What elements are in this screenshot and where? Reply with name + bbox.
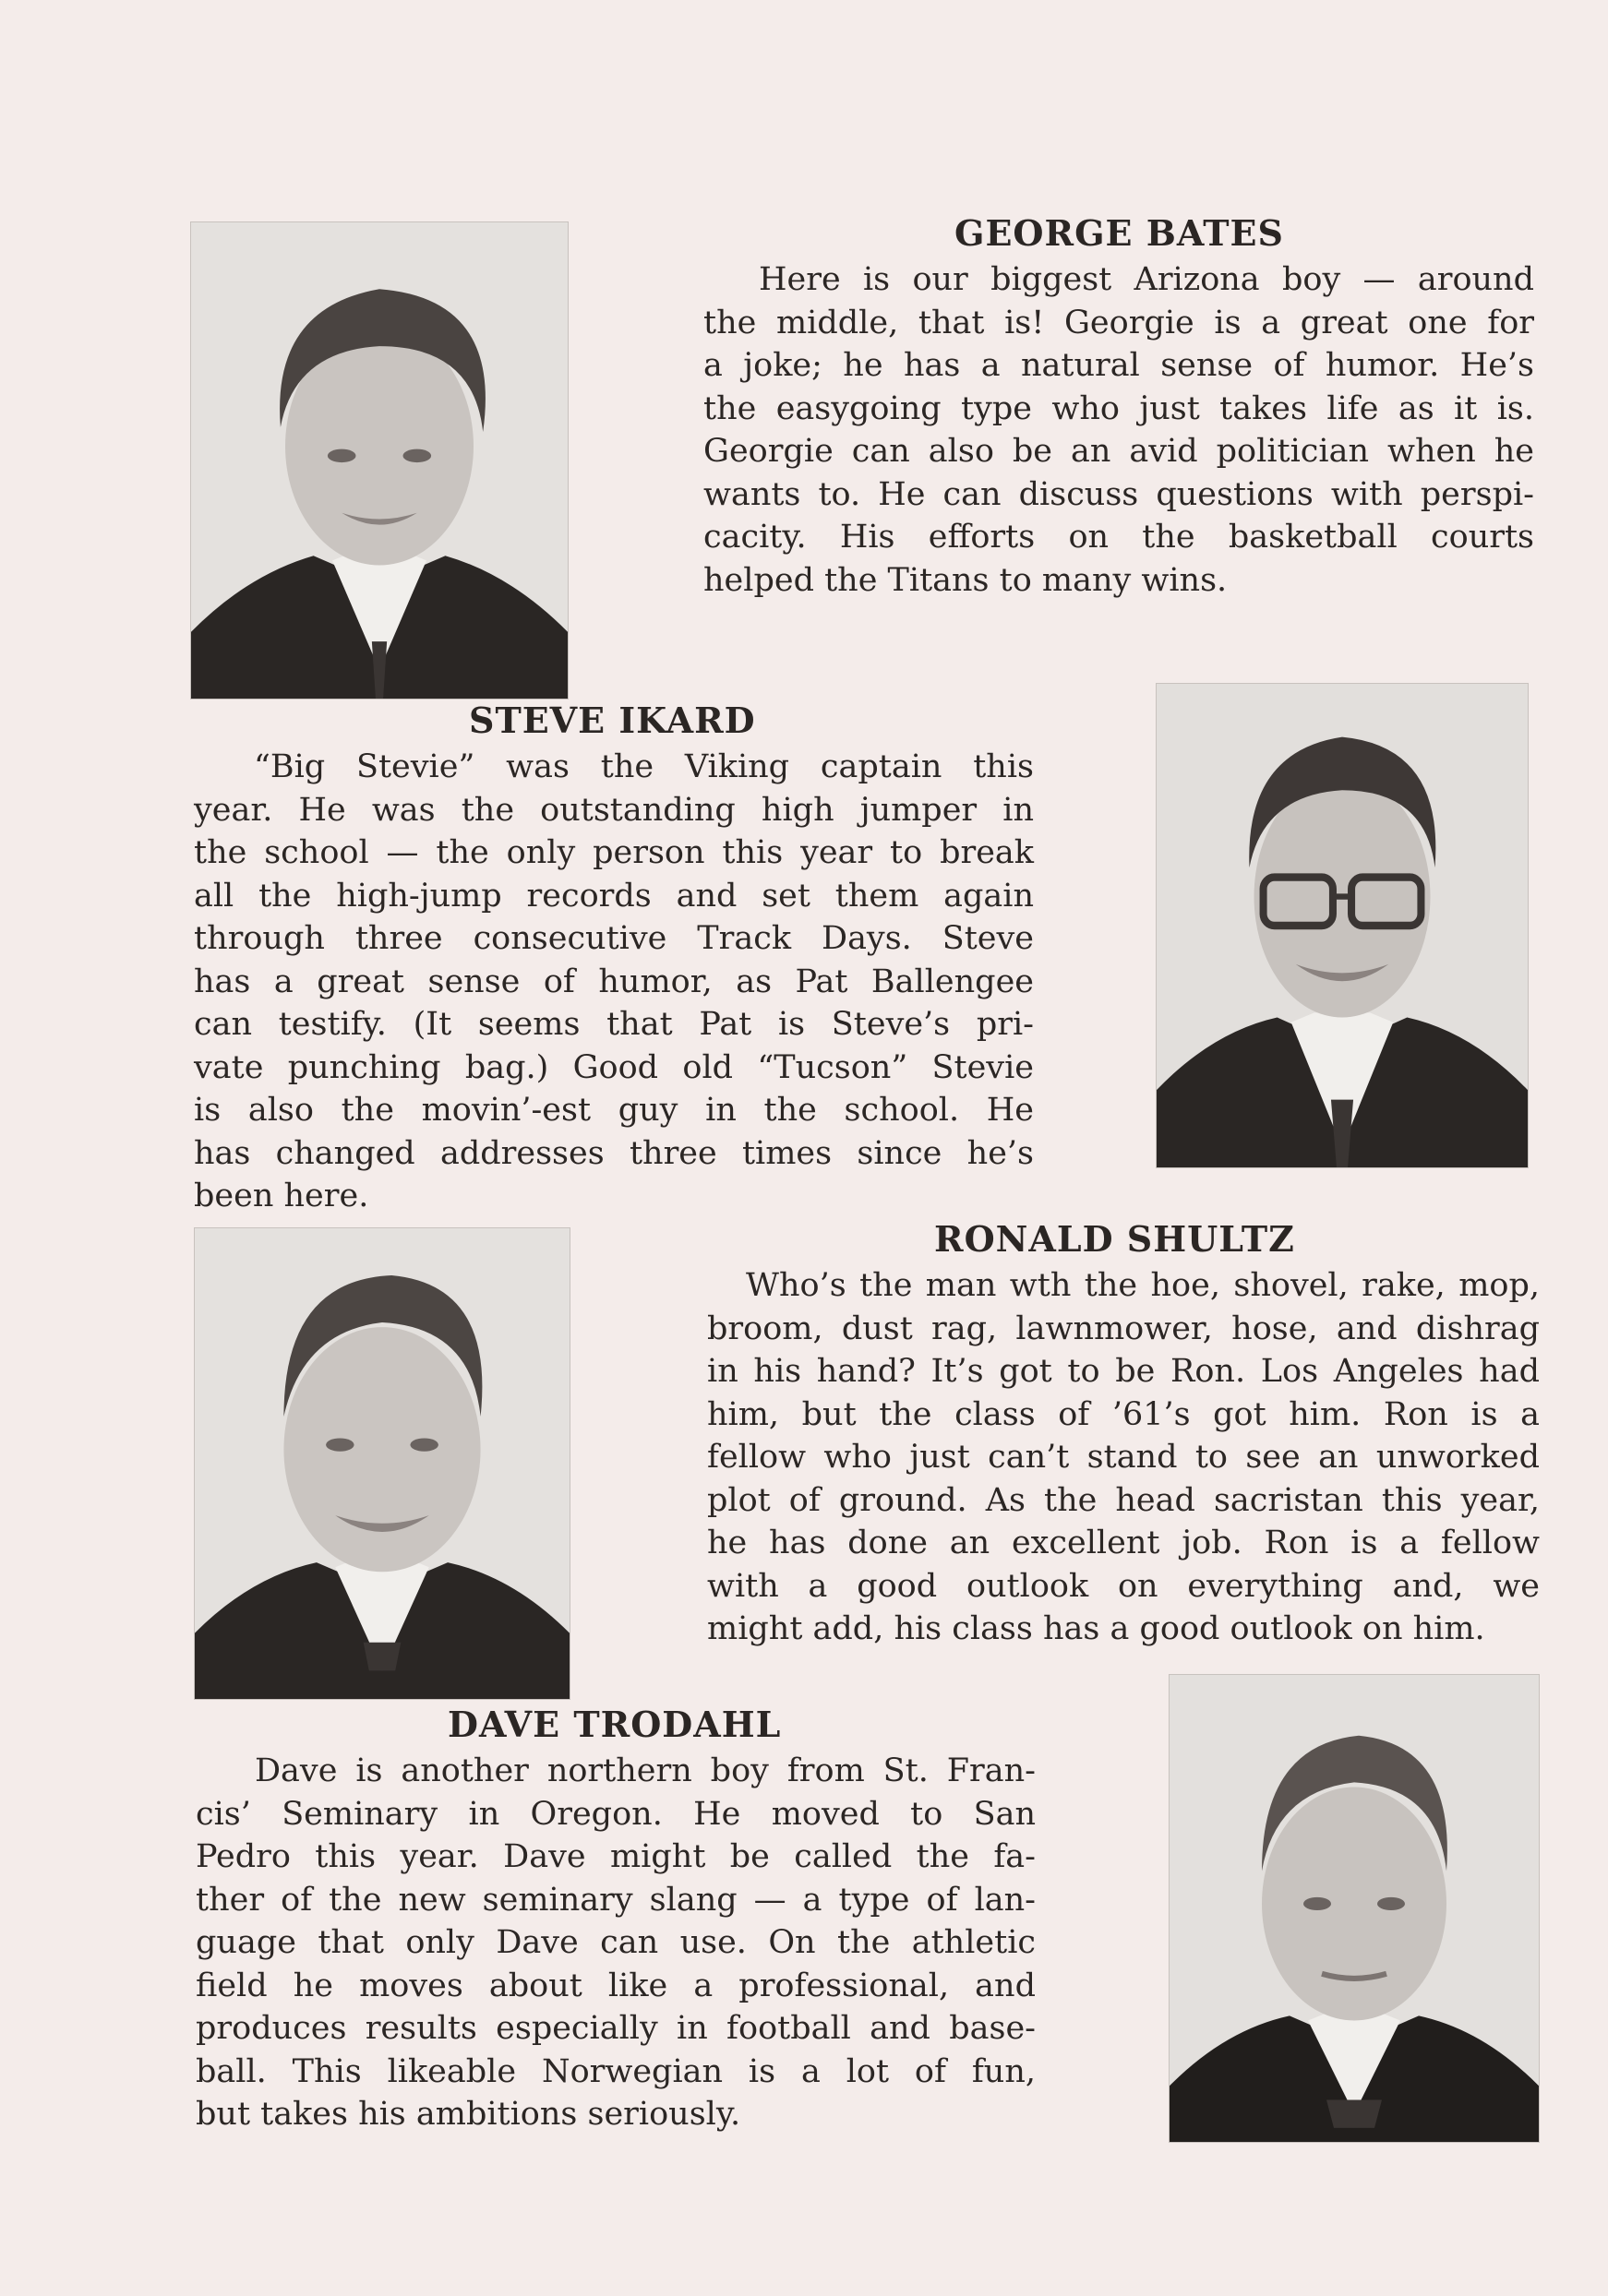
bio-line: “Big Stevie” was the Viking captain this [254, 748, 1034, 785]
bio-line: Here is our biggest Arizona boy — around [759, 261, 1534, 298]
bio-line: ball. This likeable Norwegian is a lot of fun, [196, 2052, 1036, 2090]
student-name: DAVE TRODAHL [448, 1704, 782, 1745]
student-name: RONALD SHULTZ [934, 1218, 1295, 1260]
student-name: STEVE IKARD [469, 700, 756, 741]
bio-line: with a good outlook on everything and, we [707, 1567, 1540, 1605]
bio-line: he has done an excellent job. Ron is a fellow [707, 1525, 1540, 1561]
student-name: GEORGE BATES [954, 212, 1284, 254]
bio-line: in his hand? It’s got to be Ron. Los Angeles had [707, 1353, 1540, 1390]
bio-line: helped the Titans to many wins. [703, 561, 1228, 599]
bio-line: been here. [194, 1178, 369, 1214]
student-bio [194, 746, 1034, 1218]
bio-line: all the high-jump records and set them again [194, 877, 1034, 915]
bio-line: a joke; he has a natural sense of humor. He’s [703, 347, 1534, 384]
bio-line: the school — the only person this year to break [194, 834, 1034, 871]
bio-line: has changed addresses three times since he’s [194, 1134, 1034, 1172]
bio-line: him, but the class of ’61’s got him. Ron is a [707, 1395, 1540, 1433]
bio-line: ther of the new seminary slang — a type of lan- [196, 1881, 1036, 1919]
bio-line: the middle, that is! Georgie is a great one for [703, 304, 1534, 341]
bio-line: year. He was the outstanding high jumper in [194, 791, 1034, 829]
student-bio [196, 1750, 1036, 2136]
bio-line: vate punching bag.) Good old “Tucson” Stevie [194, 1048, 1034, 1086]
portrait-photo-george-bates [190, 221, 569, 700]
bio-line: Pedro this year. Dave might be called the fa- [196, 1838, 1036, 1875]
bio-line: wants to. He can discuss questions with perspi- [703, 475, 1534, 513]
bio-line: Dave is another northern boy from St. Fran- [255, 1752, 1036, 1789]
bio-line: cis’ Seminary in Oregon. He moved to San [196, 1795, 1036, 1833]
portrait-photo-dave-trodahl [1169, 1674, 1540, 2143]
student-bio [707, 1264, 1540, 1651]
bio-line: field he moves about like a professional, and [196, 1967, 1036, 2004]
bio-line: might add, his class has a good outlook on him. [707, 1610, 1485, 1647]
bio-line: can testify. (It seems that Pat is Steve’s pri- [194, 1006, 1034, 1043]
bio-line: through three consecutive Track Days. Steve [194, 920, 1034, 957]
bio-line: has a great sense of humor, as Pat Ballengee [194, 963, 1034, 1000]
bio-line: Who’s the man wth the hoe, shovel, rake, mop, [746, 1267, 1540, 1304]
student-bio [703, 258, 1534, 602]
bio-line: the easygoing type who just takes life as it is. [703, 389, 1534, 427]
bio-line: broom, dust rag, lawnmower, hose, and dishrag [707, 1309, 1540, 1347]
portrait-photo-ronald-shultz [194, 1227, 570, 1700]
bio-line: Georgie can also be an avid politician when he [703, 433, 1534, 470]
bio-line: but takes his ambitions seriously. [196, 2096, 741, 2133]
portrait-photo-steve-ikard [1156, 683, 1529, 1168]
bio-line: produces results especially in football and base- [196, 2010, 1036, 2047]
bio-line: fellow who just can’t stand to see an unworked [707, 1439, 1540, 1476]
bio-line: plot of ground. As the head sacristan this year, [707, 1481, 1540, 1519]
bio-line: cacity. His efforts on the basketball courts [703, 519, 1534, 556]
bio-line: is also the movin’-est guy in the school. He [194, 1092, 1034, 1129]
bio-line: guage that only Dave can use. On the athletic [196, 1924, 1036, 1961]
